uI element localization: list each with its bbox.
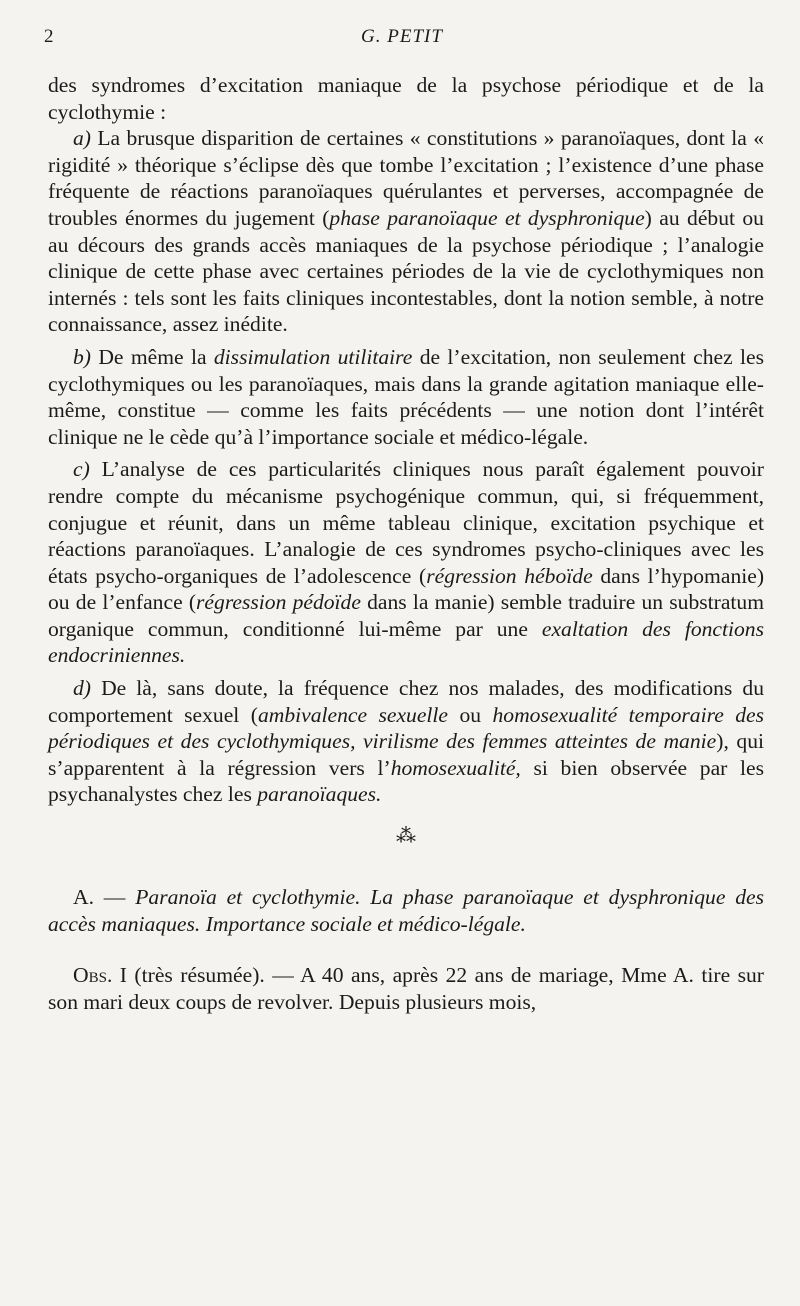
text-run: dans l’hypomanie) ou de l’enfance ( <box>48 563 765 615</box>
page-header <box>44 26 760 56</box>
italic-text: exaltation des fonctions endocriniennes. <box>48 616 764 668</box>
item-paragraph <box>48 344 764 450</box>
italic-text: homosexualité, <box>390 755 521 780</box>
item-label: c) <box>73 457 90 482</box>
text-run: si bien observée par les psychanalystes chez les <box>48 755 764 807</box>
asterism-ornament: ⁂ <box>396 825 416 848</box>
item-paragraph <box>48 675 764 808</box>
text-run: De là, sans doute, la fréquence chez nos malades, des modifications du comportement sexuel ( <box>48 676 764 727</box>
section-lead: A. — <box>73 885 136 910</box>
observation-label: Obs. I <box>73 963 127 988</box>
text-run: ou <box>448 702 493 727</box>
intro-paragraph: des syndromes d’excitation maniaque de la psychose périodique et de la cyclothymie : <box>48 73 764 124</box>
text-run: De même la <box>91 344 214 369</box>
italic-text: phase paranoïaque et dysphronique <box>329 205 645 230</box>
section-heading <box>48 884 764 937</box>
text-run: ) au début ou au décours des grands accès maniaques de la psychose périodique ; l’analogie clinique de cette phase avec certaines périodes de la vie de cyclothymiques non internés : tels sont les faits cliniques incontestables, dont la notion semble, à notre connaissance, assez inédite. <box>48 205 764 337</box>
text-run: de l’excitation, non seulement chez les cyclothymiques ou les paranoïaques, mais dans la grande agitation maniaque elle-même, constitue — comme les faits précédents — une notion dont l’intérêt clinique ne le cède qu’à l’importance sociale et médico-légale. <box>48 344 764 449</box>
text-run: La brusque disparition de certaines « constitutions » paranoïaques, dont la « rigidité » théorique s’éclipse dès que tombe l’excitation ; l’existence d’une phase fréquente de réactions paranoïaques quérulantes et perverses, accompagnée de troubles énormes du jugement ( <box>48 126 764 230</box>
item-paragraph <box>48 456 764 669</box>
observation-paragraph <box>48 962 764 1015</box>
italic-text: régression pédoïde <box>196 590 361 615</box>
running-head: G. PETIT <box>361 26 443 47</box>
italic-text: paranoïaques. <box>257 782 382 807</box>
item-list <box>48 125 764 808</box>
text-run: dans la manie) semble traduire un substratum organique commun, conditionné lui-même par une <box>48 590 765 641</box>
item-label: b) <box>73 344 91 369</box>
italic-text: homosexualité temporaire des périodiques et des cyclothymiques, virilisme des femmes atteintes de manie <box>48 702 764 754</box>
page-number: 2 <box>44 26 54 47</box>
text-run: L’analyse de ces particularités cliniques nous paraît également pouvoir rendre compte du mécanisme psychogénique commun, qui, si fréquemment, conjugue et réunit, dans un même tableau clinique, excitation psychique et réactions paranoïaques. L’analogie de ces syndromes psycho-cliniques avec les états psycho-organiques de l’adolescence ( <box>48 457 764 588</box>
body-text <box>48 72 764 1015</box>
italic-text: ambivalence sexuelle <box>257 702 449 727</box>
italic-text: régression héboïde <box>426 563 593 588</box>
observation-text: (très résumée). — A 40 ans, après 22 ans de mariage, Mme A. tire sur son mari deux coups de revolver. Depuis plusieurs mois, <box>48 963 764 1014</box>
text-run: ), qui s’apparentent à la régression vers l’ <box>48 729 764 780</box>
item-paragraph <box>48 125 764 338</box>
item-label: d) <box>73 676 91 701</box>
section-title: Paranoïa et cyclothymie. La phase paranoïaque et dysphronique des accès maniaques. Importance sociale et médico-légale. <box>48 885 764 936</box>
item-label: a) <box>73 126 91 151</box>
italic-text: dissimulation utilitaire <box>213 344 413 369</box>
